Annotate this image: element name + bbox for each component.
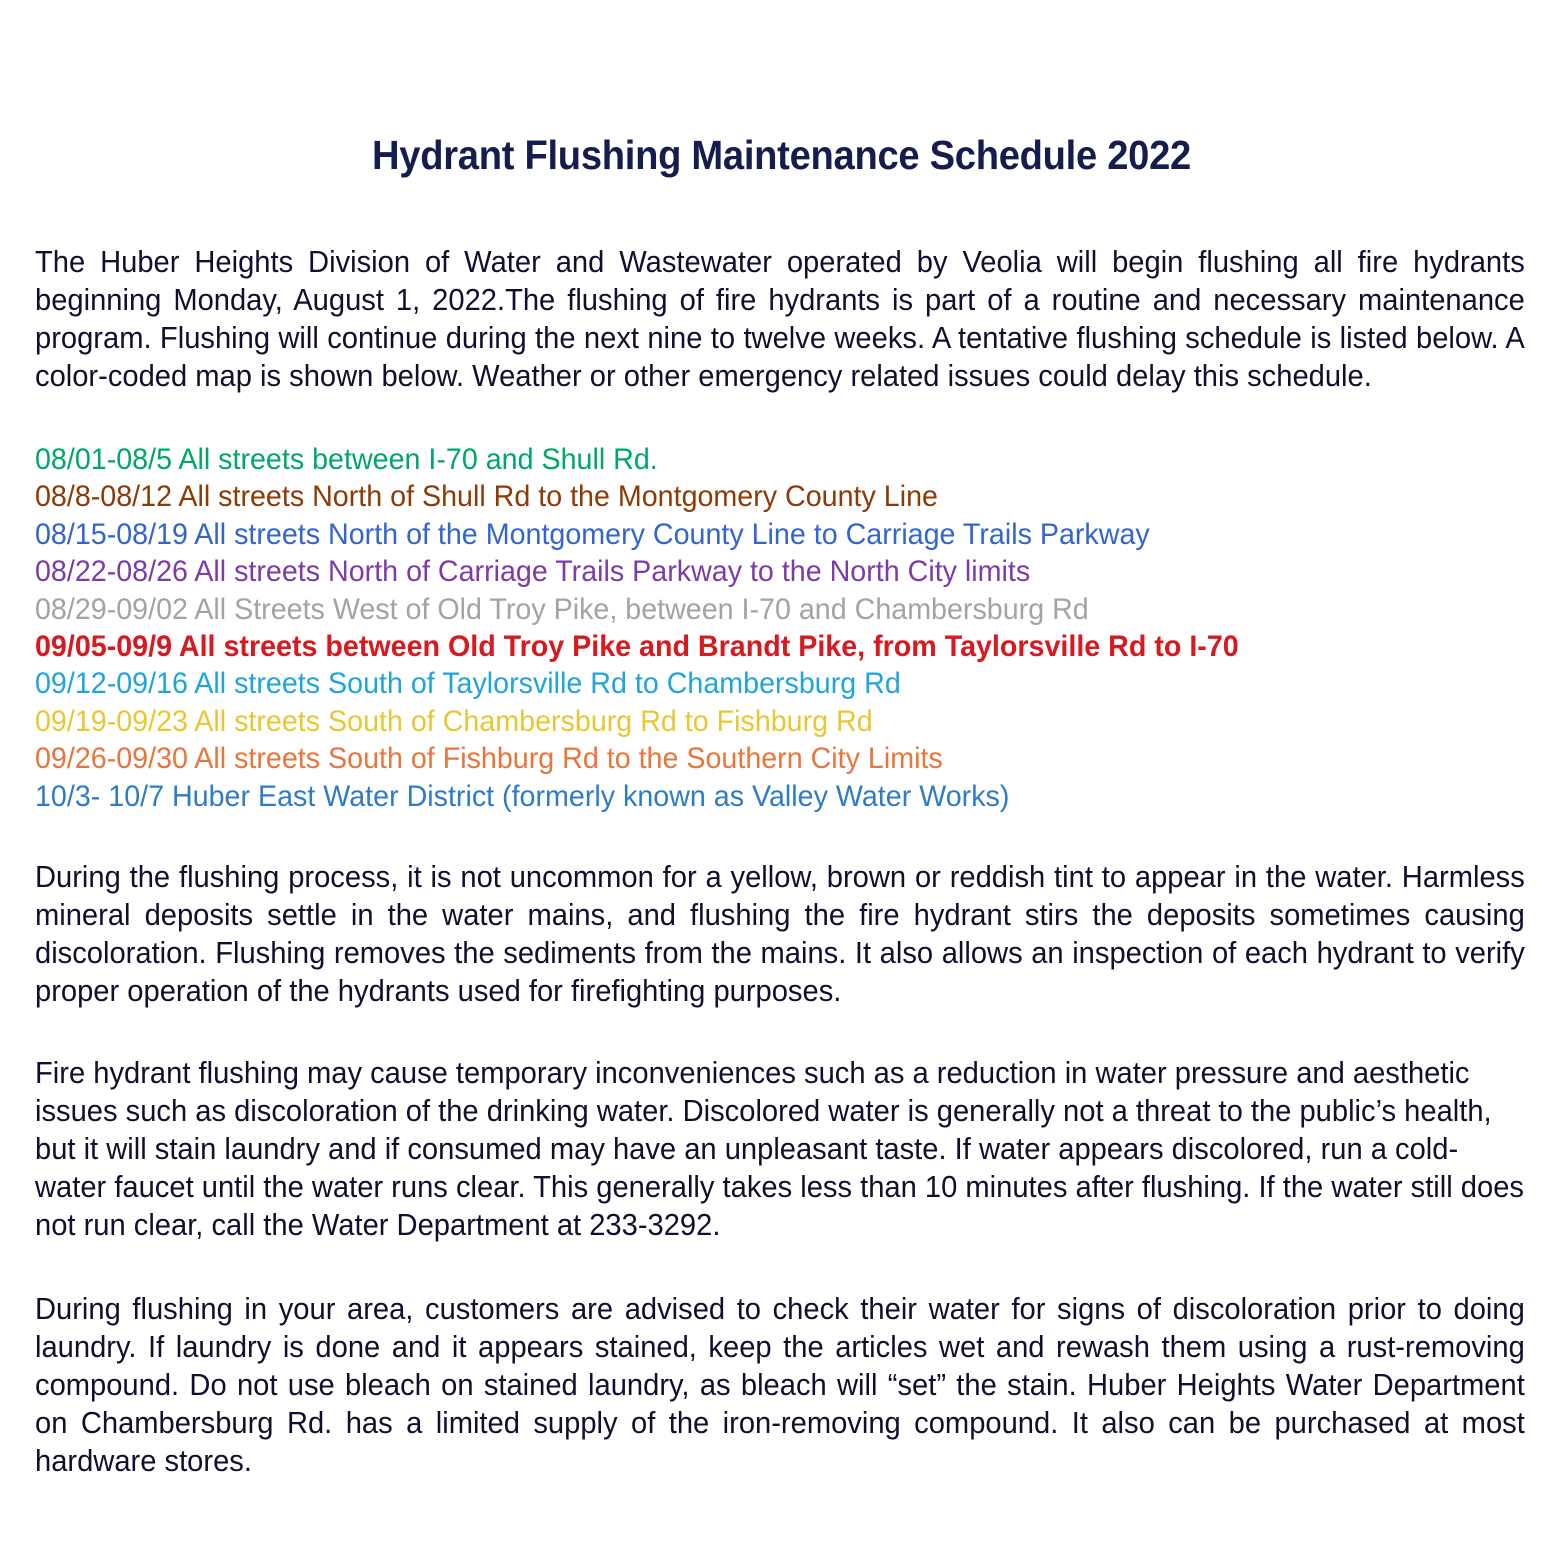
intro-paragraph: The Huber Heights Division of Water and Wastewater operated by Veolia will begin flushing all fire hydrants beginning Monday, August 1, 2022.The flushing of fire hydrants is part of a routine and necessary maintenance program. Flushing will continue during the next nine to twelve weeks. A tentative flushing schedule is listed below. A color-coded map is shown below. Weather or other emergency related issues could delay this schedule. [35,244,1525,393]
schedule-item-text: 09/05-09/9 All streets between Old Troy Pike and Brandt Pike, from Taylorsville Rd to I-70 [35,629,1239,663]
schedule-item [35,516,1461,553]
schedule-item [35,553,1461,590]
schedule-item [35,441,1461,478]
schedule-item [35,591,1461,628]
schedule-item-text: 09/12-09/16 All streets South of Taylorsville Rd to Chambersburg Rd [35,667,901,701]
process-paragraph: During the flushing process, it is not uncommon for a yellow, brown or reddish tint to appear in the water. Harmless mineral deposits settle in the water mains, and flushing the fire hydrant stirs the deposits sometimes causing discoloration. Flushing removes the sediments from the mains. It also allows an inspection of each hydrant to verify proper operation of the hydrants used for firefighting purposes. [35,859,1525,1008]
laundry-paragraph: During flushing in your area, customers are advised to check their water for signs of discoloration prior to doing laundry. If laundry is done and it appears stained, keep the articles wet and rewash them using a rust-removing compound. Do not use bleach on stained laundry, as bleach will “set” the stain. Huber Heights Water Department on Chambersburg Rd. has a limited supply of the iron-removing compound. It also can be purchased at most hardware stores. [35,1291,1525,1478]
schedule-item [35,778,1461,815]
schedule-item-text: 10/3- 10/7 Huber East Water District (formerly known as Valley Water Works) [35,779,1010,813]
schedule-item-text: 09/26-09/30 All streets South of Fishburg Rd to the Southern City Limits [35,742,943,776]
schedule-item [35,478,1461,515]
page-title: Hydrant Flushing Maintenance Schedule 2022 [372,132,1191,178]
inconvenience-paragraph: Fire hydrant flushing may cause temporary inconveniences such as a reduction in water pressure and aesthetic issues such as discoloration of the drinking water. Discolored water is generally not a threat to the public’s health, but it will stain laundry and if consumed may have an unpleasant taste. If water appears discolored, run a cold-water faucet until the water runs clear. This generally takes less than 10 minutes after flushing. If the water still does not run clear, call the Water Department at 233-3292. [35,1055,1524,1242]
schedule-item-text: 08/22-08/26 All streets North of Carriage Trails Parkway to the North City limits [35,555,1031,589]
flushing-schedule-list [35,441,1528,815]
schedule-item-text: 08/15-08/19 All streets North of the Montgomery County Line to Carriage Trails Parkway [35,517,1150,551]
schedule-item-text: 08/01-08/5 All streets between I-70 and Shull Rd. [35,442,658,476]
schedule-item-text: 09/19-09/23 All streets South of Chambersburg Rd to Fishburg Rd [35,704,873,738]
schedule-item [35,628,1461,665]
schedule-item [35,665,1461,702]
schedule-item-text: 08/8-08/12 All streets North of Shull Rd to the Montgomery County Line [35,480,938,514]
schedule-item [35,703,1461,740]
schedule-item [35,740,1461,777]
schedule-item-text: 08/29-09/02 All Streets West of Old Troy Pike, between I-70 and Chambersburg Rd [35,592,1089,626]
